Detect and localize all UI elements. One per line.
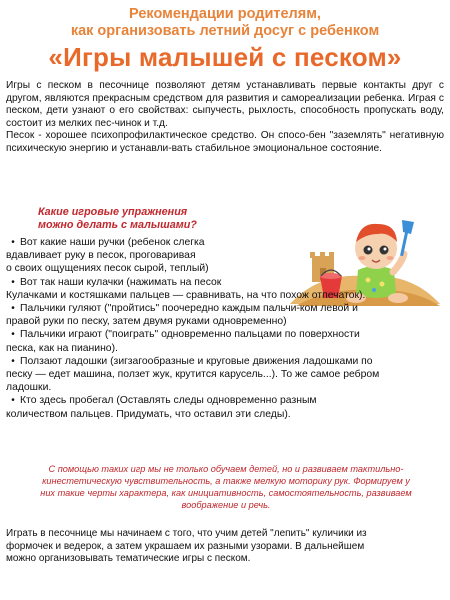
list-item: • Кто здесь пробегал (Оставлять следы одновременно разным количеством пальцев. Придумать, что оставил эти следы). xyxy=(6,395,317,420)
intro-paragraph-2: Песок - хорошее психопрофилактическое средство. Он спосо-бен "заземлять" негативную психическую энергию и устанавли-вать стабильное эмоциональное состояние. xyxy=(6,130,444,154)
bullet-icon: • xyxy=(11,329,15,341)
closing-line-3: можно организовывать тематические игры с песком. xyxy=(6,553,251,565)
callout-line-4: воображение и речь. xyxy=(181,500,271,510)
list-item: • Вот какие наши ручки (ребенок слегка вдавливает руку в песок, проговаривая о своих ощущениях песок сырой, теплый) xyxy=(6,237,209,275)
closing-line-2: формочек и ведерок, а затем украшаем их разными узорами. В дальнейшем xyxy=(6,540,365,552)
exercise-list xyxy=(6,236,444,421)
header xyxy=(0,0,450,72)
question-heading xyxy=(38,206,228,232)
list-item: • Ползают ладошки (зигзагообразные и круговые движения ладошками по песку — едет машина, ползет жук, крутится карусель...). То же самое ребром ладошки. xyxy=(6,355,380,394)
callout-line-3: них такие черты характера, как инициативность, самостоятельность, развиваем xyxy=(40,488,412,498)
bullet-icon: • xyxy=(11,276,15,288)
bullet-icon: • xyxy=(11,303,15,315)
callout-text xyxy=(14,463,438,511)
question-line-2: можно делать с малышами? xyxy=(38,219,197,231)
bullet-icon: • xyxy=(11,355,15,367)
list-item: • Пальчики гуляют ("пройтись" поочередно каждым пальчи-ком левой и правой руки по песку, затем двумя руками одновременно) xyxy=(6,303,358,328)
page-title: «Игры малышей с песком» xyxy=(48,42,402,72)
list-item: • Пальчики играют ("поиграть" одновременно пальцами по поверхности песка, как на пианино). xyxy=(6,329,360,354)
subtitle-line-1: Рекомендации родителям, xyxy=(129,6,321,22)
callout-line-1: С помощью таких игр мы не только обучаем детей, но и развиваем тактильно- xyxy=(48,464,404,474)
bullet-icon: • xyxy=(11,395,15,407)
closing-text xyxy=(6,528,444,566)
closing-line-1: Играть в песочнице мы начинаем с того, что учим детей "лепить" куличики из xyxy=(6,528,367,539)
callout-line-2: кинестетическую чувствительность, а также мелкую моторику рук. Формируем у xyxy=(42,476,410,486)
bullet-icon: • xyxy=(11,237,15,248)
intro-paragraph-1: Игры с песком в песочнице позволяют детям устанавливать первые контакты друг с другом, являются прекрасным средством для развития и самореализации ребенка. Играя с песком, дети узнают о его свойствах: сыпучесть, рыхлость, способность пропускать воду, состоит из мелких пес-чинок и т.д. xyxy=(6,80,444,129)
subtitle-line-2: как организовать летний досуг с ребенком xyxy=(70,23,380,39)
intro-text xyxy=(6,80,444,156)
question-line-1: Какие игровые упражнения xyxy=(38,206,188,218)
list-item: • Вот так наши кулачки (нажимать на песок Кулачками и костяшками пальцев — сравнивать, на что похож отпечаток). xyxy=(6,276,366,301)
